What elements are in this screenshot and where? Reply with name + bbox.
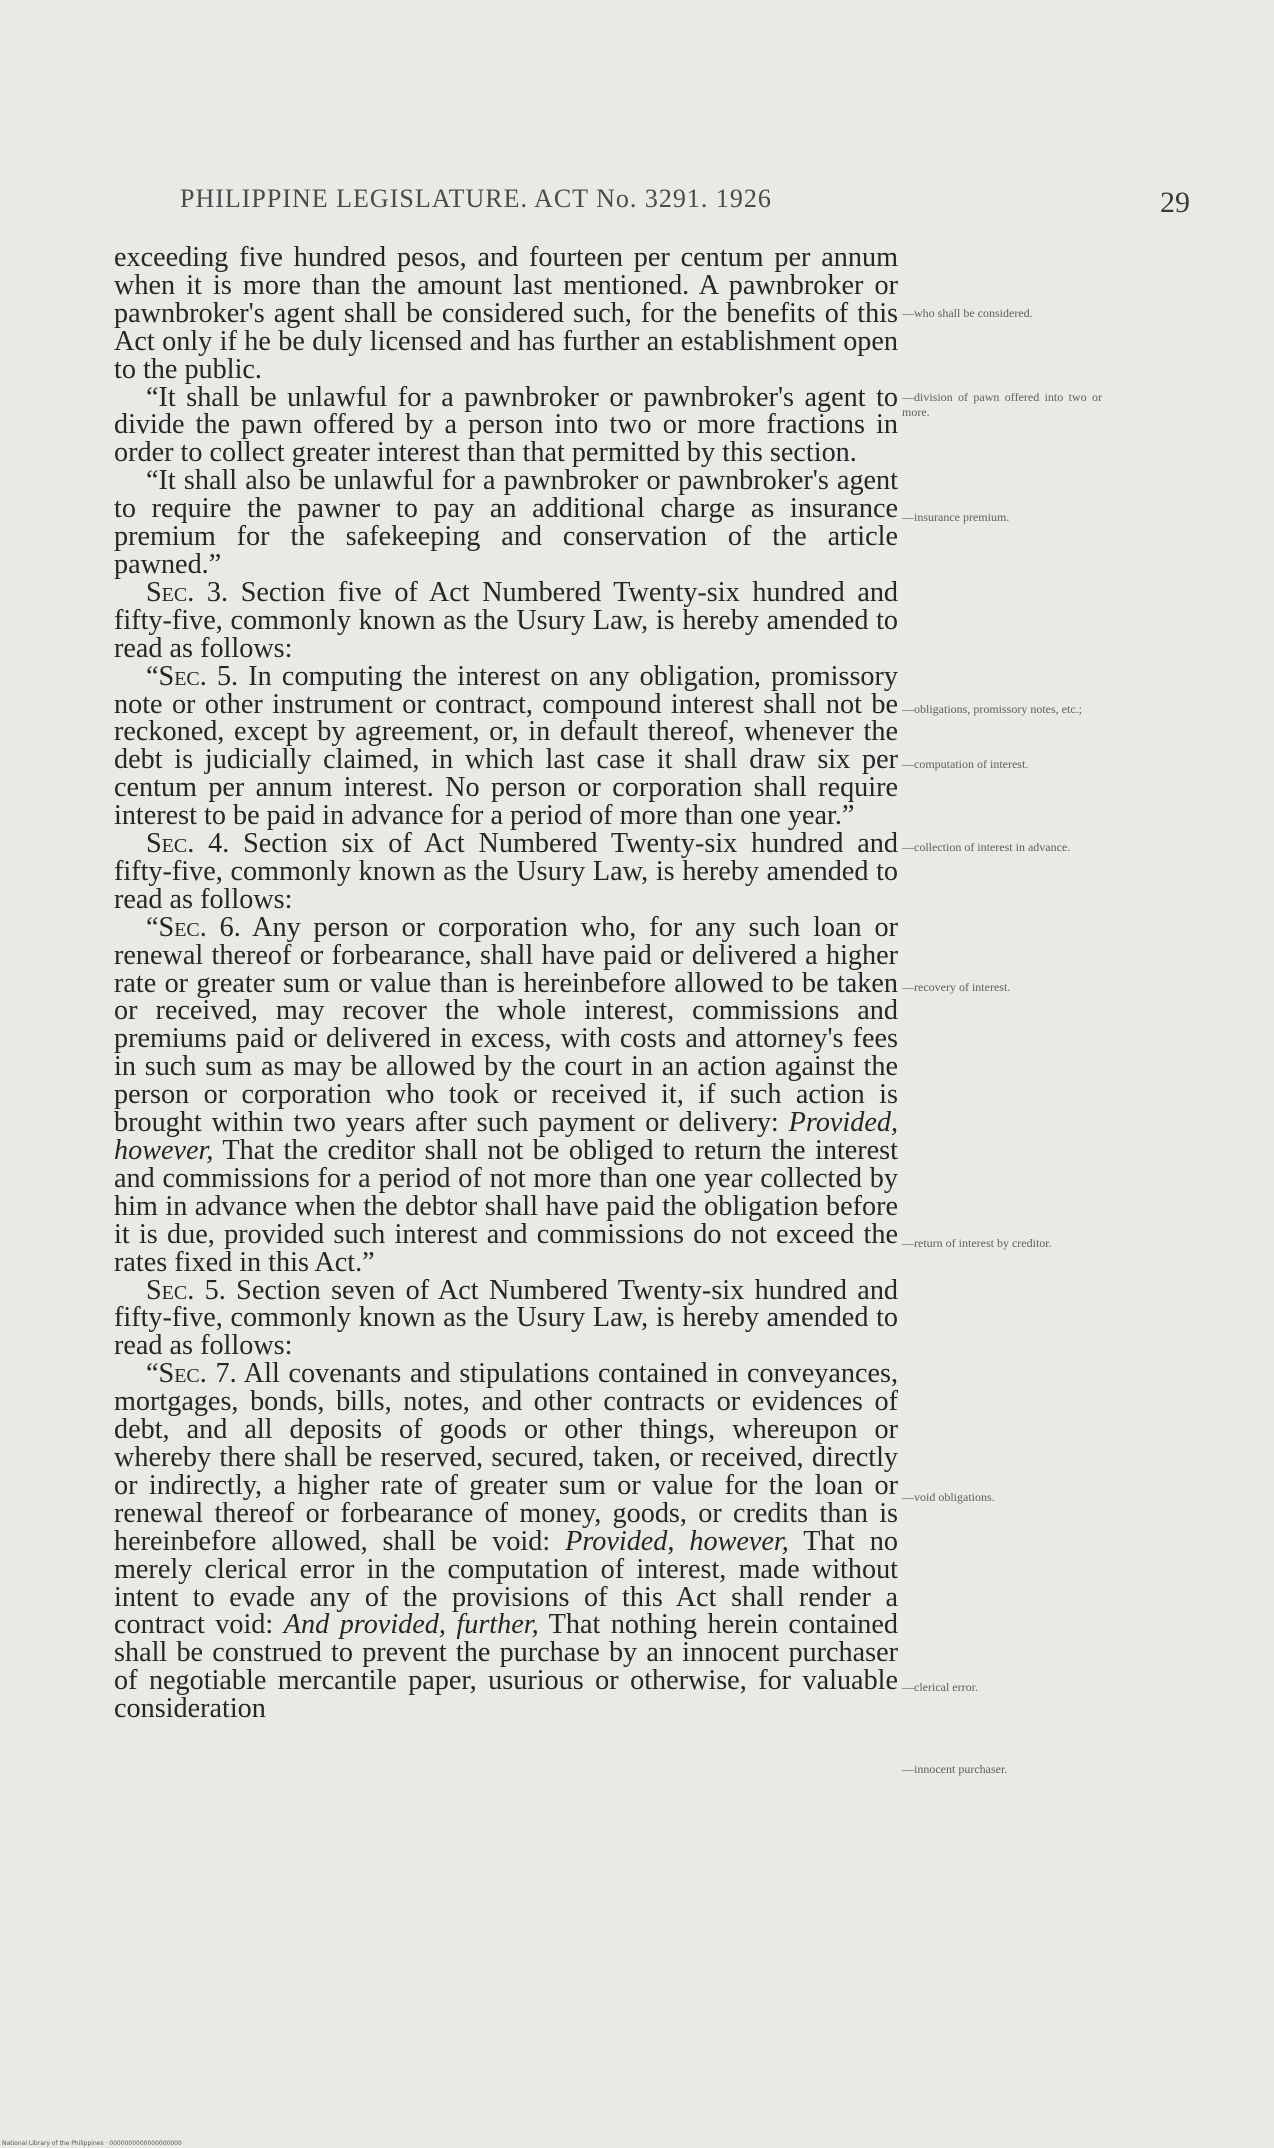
paragraph-text: That nothing herein contained shall be construed to prevent the purchase by an innocent purchaser of negotiable mercantile paper, usurious or otherwise, for valuable consideration: [114, 1609, 899, 1725]
section-4: [114, 830, 898, 914]
section-heading: “Sec. 6.: [146, 911, 241, 943]
scan-footer: National Library of the Philippines · 0000000000000000000: [2, 2140, 182, 2147]
proviso: Provided, however,: [565, 1525, 789, 1557]
section-heading: Sec. 5.: [146, 1274, 226, 1306]
paragraph-text: All covenants and stipulations contained in conveyances, mortgages, bonds, bills, notes, and other contracts or evidences of debt, and all deposits of goods or other things, whereupon or whereby there shall be reserved, secured, taken, or received, directly or indirectly, a higher rate of greater sum or value for the loan or renewal thereof or forbearance of money, goods, or credits than is hereinbefore allowed, shall be void:: [114, 1358, 898, 1557]
paragraph-text: “It shall be unlawful for a pawnbroker or pawnbroker's agent to divide the pawn offered by a person into two or more fractions in order to collect greater interest than that permitted by this section.: [114, 381, 898, 469]
section-5-text: [114, 660, 898, 832]
sidenote-void-obligations: —void obligations.: [902, 1490, 995, 1504]
proviso: Provided, however,: [114, 1107, 898, 1166]
paragraph-text: That the creditor shall not be obliged to return the interest and commissions for a period of not more than one year collected by him in advance when the debtor shall have paid the obligation before it is due, provided such interest and commissions do not exceed the rates fixed in this Act.”: [114, 1135, 898, 1278]
paragraph-text: exceeding five hundred pesos, and fourteen per centum per annum when it is more than the amount last mentioned. A pawnbroker or pawnbroker's agent shall be considered such, for the benefits of this Act only if he be duly licensed and has further an establishment open to the public.: [114, 242, 898, 385]
paragraph-3: [114, 467, 898, 579]
section-heading: Sec. 4.: [146, 828, 230, 860]
section-heading: Sec. 3.: [146, 576, 229, 608]
sidenote-computation-of-interest: —computation of interest.: [902, 757, 1029, 771]
paragraph-text: In computing the interest on any obligation, promissory note or other instrument or contract, compound interest shall not be reckoned, except by agreement, or, in default thereof, whenever the debt is judicially claimed, in which last case it shall draw six per centum per annum interest. No person or corporation shall require interest to be paid in advance for a period of more than one year.”: [114, 660, 898, 832]
sidenote-return-by-creditor: —return of interest by creditor.: [902, 1236, 1052, 1250]
page-number: 29: [1160, 186, 1190, 219]
paragraph-1: [114, 244, 898, 384]
section-7-text: [114, 1360, 898, 1723]
sidenote-obligations: —obligations, promissory notes, etc.;: [902, 702, 1082, 716]
sidenote-collection-in-advance: —collection of interest in advance.: [902, 840, 1071, 854]
body-text: [114, 244, 898, 1723]
running-header: PHILIPPINE LEGISLATURE. ACT No. 3291. 1926: [180, 184, 772, 213]
section-5: [114, 1274, 899, 1362]
paragraph-text: That no merely clerical error in the computation of interest, made without intent to evade any of the provisions of this Act shall render a contract void:: [114, 1525, 898, 1641]
section-6-text: [114, 911, 898, 1278]
sidenote-who-considered: —who shall be considered.: [902, 306, 1033, 320]
section-3: [114, 576, 899, 664]
paragraph-text: Section five of Act Numbered Twenty-six hundred and fifty-five, commonly known as the Usury Law, is hereby amended to read as follows:: [114, 576, 899, 664]
paragraph-text: “It shall also be unlawful for a pawnbroker or pawnbroker's agent to require the pawner to pay an additional charge as insurance premium for the safekeeping and conservation of the article pawned.”: [114, 465, 898, 580]
sidenote-insurance-premium: —insurance premium.: [902, 510, 1010, 524]
paragraph-2: [114, 381, 898, 469]
sidenote-clerical-error: —clerical error.: [902, 1680, 978, 1694]
sidenote-recovery-of-interest: —recovery of interest.: [902, 980, 1011, 994]
sidenote-innocent-purchaser: —innocent purchaser.: [902, 1762, 1008, 1776]
sidenote-division-of-pawn: —division of pawn offered into two or more.: [902, 390, 1102, 419]
paragraph-text: Section seven of Act Numbered Twenty-six hundred and fifty-five, commonly known as the Usury Law, is hereby amended to read as follows:: [114, 1274, 899, 1362]
section-heading: “Sec. 7.: [146, 1358, 237, 1390]
paragraph-text: Section six of Act Numbered Twenty-six hundred and fifty-five, commonly known as the Usury Law, is hereby amended to read as follows:: [114, 828, 898, 915]
paragraph-text: Any person or corporation who, for any such loan or renewal thereof or forbearance, shall have paid or delivered a higher rate or greater sum or value than is hereinbefore allowed to be taken or received, may recover the whole interest, commissions and premiums paid or delivered in excess, with costs and attorney's fees in such sum as may be allowed by the court in an action against the person or corporation who took or received it, if such action is brought within two years after such payment or delivery:: [114, 911, 898, 1139]
proviso: And provided, further,: [283, 1609, 539, 1641]
section-heading: “Sec. 5.: [146, 660, 239, 692]
